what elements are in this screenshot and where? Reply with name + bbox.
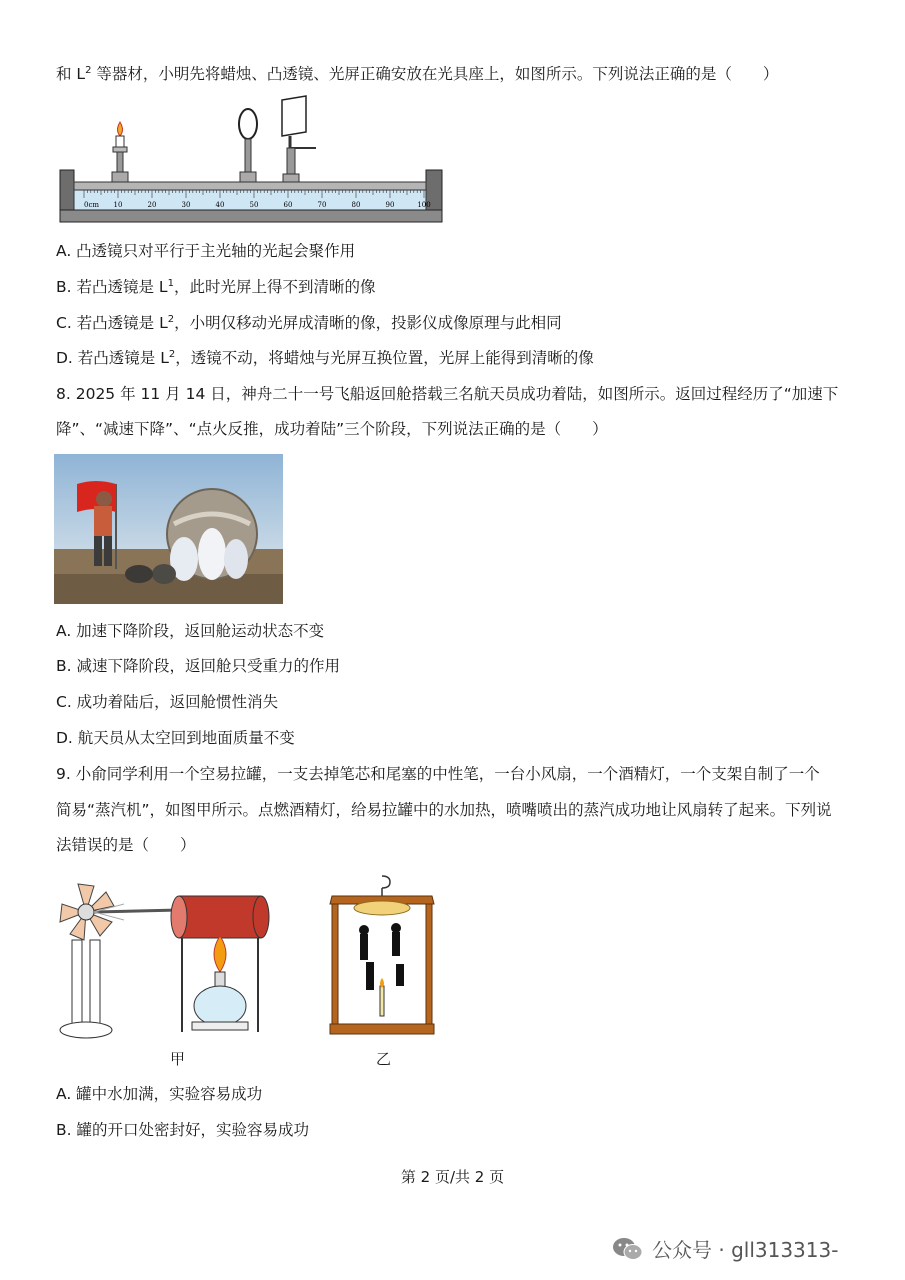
steam-engine-figure (54, 874, 274, 1044)
q7-option-b-sub: 1 (167, 277, 174, 289)
bench-unit-label: 0cm (84, 201, 100, 209)
q7-intro-text-2: 等器材，小明先将蜡烛、凸透镜、光屏正确安放在光具座上，如图所示。下列说法正确的是（ ） (91, 65, 779, 83)
figure-jia-caption: 甲 (170, 1050, 186, 1068)
ruler-label: 50 (249, 201, 259, 209)
q7-option-c-text: C. 若凸透镜是 L (56, 314, 168, 332)
q7-option-c-sub: 2 (167, 313, 175, 325)
ruler-label: 20 (147, 201, 157, 209)
q8-stem-line2: 降”、“减速下降”、“点火反推，成功着陆”三个阶段，下列说法正确的是（ ） (56, 420, 608, 438)
q7-option-b[interactable] (56, 277, 375, 297)
q8-option-d[interactable]: D. 航天员从太空回到地面质量不变 (56, 729, 295, 747)
q8-stem-line1: 8. 2025 年 11 月 14 日，神舟二十一号飞船返回舱搭载三名航天员成功着陆，如图所示。返回过程经历了“加速下 (56, 385, 839, 403)
q9-option-a[interactable]: A. 罐中水加满，实验容易成功 (56, 1085, 263, 1103)
q7-option-d-text-2: ，透镜不动，将蜡烛与光屏互换位置，光屏上能得到清晰的像 (175, 349, 594, 367)
fan (60, 884, 114, 1038)
figure-yi-caption: 乙 (376, 1050, 392, 1068)
q8-option-b[interactable]: B. 减速下降阶段，返回舱只受重力的作用 (56, 657, 340, 675)
q7-intro-sub: 2 (85, 64, 92, 76)
q9-stem-line2: 简易“蒸汽机”，如图甲所示。点燃酒精灯，给易拉罐中的水加热，喷嘴喷出的蒸汽成功地让风扇转了起来。下列说 (56, 801, 832, 819)
q7-option-b-text: B. 若凸透镜是 L (56, 278, 168, 296)
q7-intro (56, 64, 778, 84)
q7-option-c-text-2: ，小明仅移动光屏成清晰的像，投影仪成像原理与此相同 (174, 314, 562, 332)
watermark (612, 1234, 838, 1263)
q7-option-c[interactable] (56, 313, 562, 333)
q7-option-b-text-2: ，此时光屏上得不到清晰的像 (173, 278, 376, 296)
convex-lens (239, 109, 257, 186)
optical-bench-figure (54, 92, 454, 232)
q7-option-a[interactable]: A. 凸透镜只对平行于主光轴的光起会聚作用 (56, 242, 356, 260)
q7-option-d-sub: 2 (168, 348, 176, 360)
ruler-label: 10 (113, 201, 123, 209)
watermark-text: 公众号 · gll313313- (652, 1238, 839, 1262)
q9-stem-line3: 法错误的是（ ） (56, 836, 196, 854)
ruler-label: 80 (351, 201, 361, 209)
page-footer: 第 2 页/共 2 页 (400, 1168, 505, 1186)
q7-option-d-text: D. 若凸透镜是 L (56, 349, 169, 367)
q9-stem-line1: 9. 小俞同学利用一个空易拉罐，一支去掉笔芯和尾塞的中性笔，一台小风扇，一个酒精灯，一个支架自制了一个 (56, 765, 820, 783)
light-screen (282, 96, 316, 186)
ruler-label: 60 (283, 201, 293, 209)
q7-option-d[interactable] (56, 348, 594, 368)
alcohol-lamp (192, 936, 248, 1030)
q8-option-a[interactable]: A. 加速下降阶段，返回舱运动状态不变 (56, 622, 325, 640)
ruler-label: 100 (417, 201, 431, 209)
q7-intro-text: 和 L (56, 65, 86, 83)
ruler-label: 30 (181, 201, 191, 209)
landing-capsule-photo (54, 454, 283, 604)
lantern-figure (326, 874, 440, 1040)
soda-can (171, 896, 269, 938)
ruler-label: 40 (215, 201, 225, 209)
wechat-icon (612, 1236, 644, 1262)
candle (112, 122, 128, 186)
ruler-label: 70 (317, 201, 327, 209)
q8-option-c[interactable]: C. 成功着陆后，返回舱惯性消失 (56, 693, 279, 711)
q9-option-b[interactable]: B. 罐的开口处密封好，实验容易成功 (56, 1121, 309, 1139)
ruler-label: 90 (385, 201, 395, 209)
